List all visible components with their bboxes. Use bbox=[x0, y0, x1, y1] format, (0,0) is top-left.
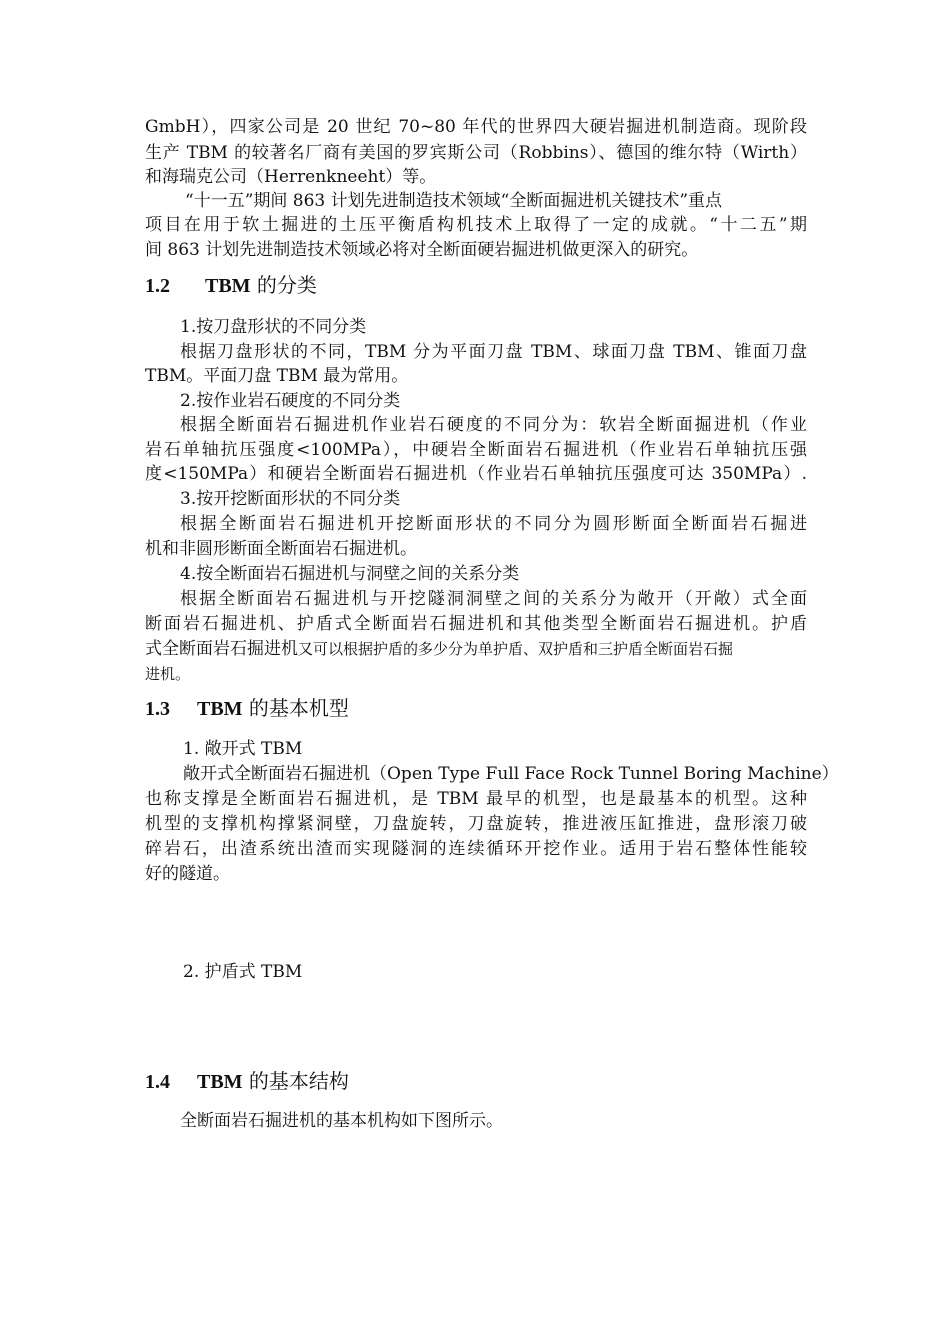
paragraph-line: 进机。 bbox=[145, 665, 191, 683]
paragraph-line: 和海瑞克公司（Herrenkneeht）等。 bbox=[145, 167, 437, 187]
subheading: 4.按全断面岩石掘进机与洞壁之间的关系分类 bbox=[180, 564, 520, 584]
section-title-bold: TBM bbox=[197, 698, 243, 720]
section-title-bold: TBM bbox=[205, 275, 251, 297]
paragraph-line: 根据全断面岩石掘进机与开挖隧洞洞壁之间的关系分为敞开（开敞）式全面 bbox=[180, 589, 807, 609]
section-number: 1.2 bbox=[145, 275, 170, 297]
paragraph-line: 碎岩石，出渣系统出渣而实现隧洞的连续循环开挖作业。适用于岩石整体性能较 bbox=[145, 839, 807, 859]
section-heading bbox=[145, 1067, 349, 1096]
section-title: 的基本结构 bbox=[242, 1069, 349, 1093]
paragraph-line: 也称支撑是全断面岩石掘进机，是 TBM 最早的机型，也是最基本的机型。这种 bbox=[145, 789, 807, 809]
paragraph-line: 机型的支撑机构撑紧洞壁，刀盘旋转，刀盘旋转，推进液压缸推进，盘形滚刀破 bbox=[145, 814, 807, 834]
subheading: 1. 敞开式 TBM bbox=[183, 739, 303, 759]
paragraph-line: 岩石单轴抗压强度<100MPa），中硬岩全断面岩石掘进机（作业岩石单轴抗压强 bbox=[145, 440, 807, 460]
subheading: 1.按刀盘形状的不同分类 bbox=[180, 317, 367, 337]
paragraph-line: 根据刀盘形状的不同，TBM 分为平面刀盘 TBM、球面刀盘 TBM、锥面刀盘 bbox=[180, 342, 807, 362]
paragraph-line: 根据全断面岩石掘进机作业岩石硬度的不同分为：软岩全断面掘进机（作业 bbox=[180, 415, 807, 435]
paragraph-line: TBM。平面刀盘 TBM 最为常用。 bbox=[145, 366, 409, 386]
paragraph-line: 敞开式全断面岩石掘进机（Open Type Full Face Rock Tunnel Boring Machine） bbox=[183, 764, 839, 784]
paragraph-line: 好的隧道。 bbox=[145, 864, 230, 884]
paragraph-line: 间 863 计划先进制造技术领域必将对全断面硬岩掘进机做更深入的研究。 bbox=[145, 240, 699, 260]
paragraph-line bbox=[145, 636, 807, 662]
paragraph-text-small: 又可以根据护盾的多少分为单护盾、双护盾和三护盾全断面岩石掘 bbox=[298, 640, 734, 658]
subheading: 2.按作业岩石硬度的不同分类 bbox=[180, 391, 401, 411]
section-number: 1.3 bbox=[145, 698, 170, 720]
paragraph-line: “十一五”期间 863 计划先进制造技术领域“全断面掘进机关键技术”重点 bbox=[185, 191, 723, 211]
paragraph-line: GmbH），四家公司是 20 世纪 70~80 年代的世界四大硬岩掘进机制造商。现阶段 bbox=[145, 117, 807, 137]
paragraph-line: 机和非圆形断面全断面岩石掘进机。 bbox=[145, 539, 417, 559]
paragraph-line: 度<150MPa）和硬岩全断面岩石掘进机（作业岩石单轴抗压强度可达 350MPa）. bbox=[145, 464, 807, 484]
section-title-bold: TBM bbox=[197, 1071, 243, 1093]
paragraph-line: 根据全断面岩石掘进机开挖断面形状的不同分为圆形断面全断面岩石掘进 bbox=[180, 514, 807, 534]
section-title: 的基本机型 bbox=[242, 696, 349, 720]
paragraph-line: 断面岩石掘进机、护盾式全断面岩石掘进机和其他类型全断面岩石掘进机。护盾 bbox=[145, 614, 807, 634]
paragraph-line: 生产 TBM 的较著名厂商有美国的罗宾斯公司（Robbins）、德国的维尔特（Wirth） bbox=[145, 143, 807, 163]
subheading: 3.按开挖断面形状的不同分类 bbox=[180, 489, 401, 509]
paragraph-line: 全断面岩石掘进机的基本机构如下图所示。 bbox=[180, 1111, 503, 1131]
paragraph-text: 式全断面岩石掘进机 bbox=[145, 639, 298, 659]
subheading: 2. 护盾式 TBM bbox=[183, 962, 303, 982]
paragraph-line: 项目在用于软土掘进的土压平衡盾构机技术上取得了一定的成就。“十二五”期 bbox=[145, 215, 807, 235]
section-number: 1.4 bbox=[145, 1071, 170, 1093]
section-heading bbox=[145, 694, 349, 723]
section-title: 的分类 bbox=[250, 273, 317, 297]
section-heading bbox=[145, 271, 317, 300]
